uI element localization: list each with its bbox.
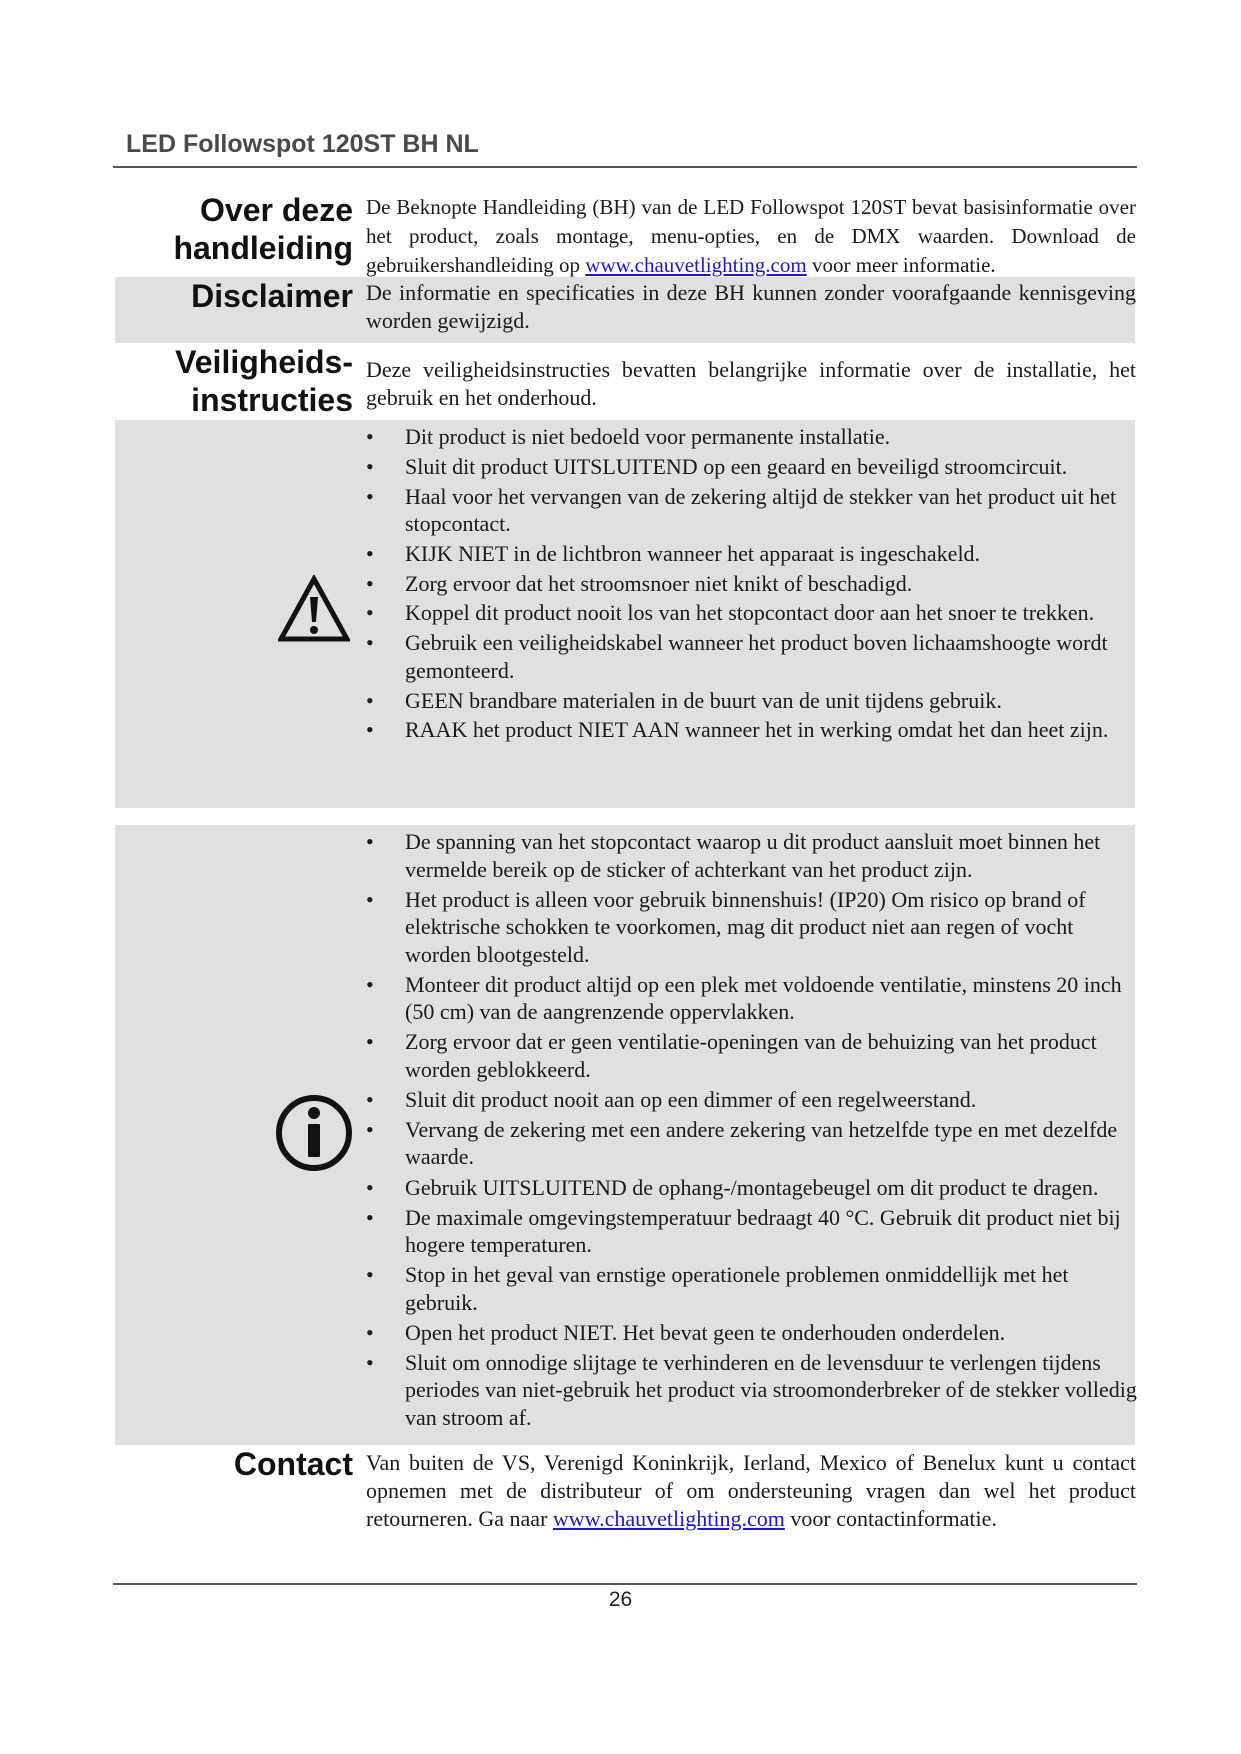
page-number: 26 <box>608 1588 633 1611</box>
contact-heading: Contact <box>233 1446 353 1482</box>
list-item: • De maximale omgevingstemperatuur bedraagt 40 °C. Gebruik dit product niet bij hogere temperaturen. <box>366 1204 1138 1259</box>
website-link[interactable]: www.chauvetlighting.com <box>585 253 807 277</box>
list-item: • De spanning van het stopcontact waarop u dit product aansluit moet binnen het vermelde bereik op de sticker of achterkant van het product zijn. <box>366 828 1138 883</box>
list-item: • Sluit om onnodige slijtage te verhinderen en de levensduur te verlengen tijdens periodes van niet-gebruik het product via stroomonderbreker of de stekker volledig van stroom af. <box>366 1349 1138 1432</box>
list-item: • Zorg ervoor dat het stroomsnoer niet knikt of beschadigd. <box>366 570 1138 598</box>
footer-divider <box>113 1583 1137 1585</box>
safety-note-list <box>366 828 1138 1434</box>
list-item: • Zorg ervoor dat er geen ventilatie-openingen van de behuizing van het product worden geblokkeerd. <box>366 1028 1138 1083</box>
disclaimer-paragraph: De informatie en specificaties in deze BH kunnen zonder voorafgaande kennisgeving worden gewijzigd. <box>366 280 1136 333</box>
disclaimer-heading: Disclaimer <box>191 278 353 314</box>
list-item: • Haal voor het vervangen van de zekering altijd de stekker van het product uit het stopcontact. <box>366 483 1138 538</box>
about-paragraph: De Beknopte Handleiding (BH) van de LED Followspot 120ST bevat basisinformatie over het product, zoals montage, menu-opties, en de DMX waarden. Download de gebruikershandleiding op www.chauvetlighting.com voor meer informatie. <box>366 195 1136 277</box>
list-item: • Sluit dit product nooit aan op een dimmer of een regelweerstand. <box>366 1086 1138 1114</box>
list-item: • RAAK het product NIET AAN wanneer het in werking omdat het dan heet zijn. <box>366 716 1138 744</box>
list-item: • Sluit dit product UITSLUITEND op een geaard en beveiligd stroomcircuit. <box>366 453 1138 481</box>
list-item: • GEEN brandbare materialen in de buurt van de unit tijdens gebruik. <box>366 687 1138 715</box>
safety-heading: Veiligheids- instructies <box>175 344 353 418</box>
list-item: • Open het product NIET. Het bevat geen te onderhouden onderdelen. <box>366 1319 1138 1347</box>
list-item: • KIJK NIET in de lichtbron wanneer het apparaat is ingeschakeld. <box>366 540 1138 568</box>
safety-intro-paragraph: Deze veiligheidsinstructies bevatten belangrijke informatie over de installatie, het gebruik en het onderhoud. <box>366 357 1136 410</box>
list-item: • Dit product is niet bedoeld voor permanente installatie. <box>366 423 1138 451</box>
list-item: • Stop in het geval van ernstige operationele problemen onmiddellijk met het gebruik. <box>366 1261 1138 1316</box>
safety-warning-list <box>366 423 1138 746</box>
contact-website-link[interactable]: www.chauvetlighting.com <box>552 1506 785 1531</box>
about-heading: Over deze handleiding <box>173 192 353 266</box>
info-circle-icon <box>274 1093 354 1173</box>
header-divider <box>113 166 1137 168</box>
warning-triangle-icon <box>278 575 350 643</box>
list-item: • Vervang de zekering met een andere zekering van hetzelfde type en met dezelfde waarde. <box>366 1116 1138 1171</box>
list-item: • Monteer dit product altijd op een plek met voldoende ventilatie, minstens 20 inch (50 cm) van de aangrenzende oppervlakken. <box>366 971 1138 1026</box>
contact-paragraph: Van buiten de VS, Verenigd Koninkrijk, Ierland, Mexico of Benelux kunt u contact opnemen met de distributeur of om ondersteuning vragen dan wel het product retourneren. Ga naar www.chauvetlighting.com voor contactinformatie. <box>366 1450 1136 1531</box>
list-item: • Gebruik een veiligheidskabel wanneer het product boven lichaamshoogte wordt gemonteerd. <box>366 629 1138 684</box>
list-item: • Gebruik UITSLUITEND de ophang-/montagebeugel om dit product te dragen. <box>366 1174 1138 1202</box>
list-item: • Koppel dit product nooit los van het stopcontact door aan het snoer te trekken. <box>366 599 1138 627</box>
page-header-title: LED Followspot 120ST BH NL <box>126 130 479 158</box>
list-item: • Het product is alleen voor gebruik binnenshuis! (IP20) Om risico op brand of elektrische schokken te voorkomen, mag dit product niet aan regen of vocht worden blootgesteld. <box>366 886 1138 969</box>
